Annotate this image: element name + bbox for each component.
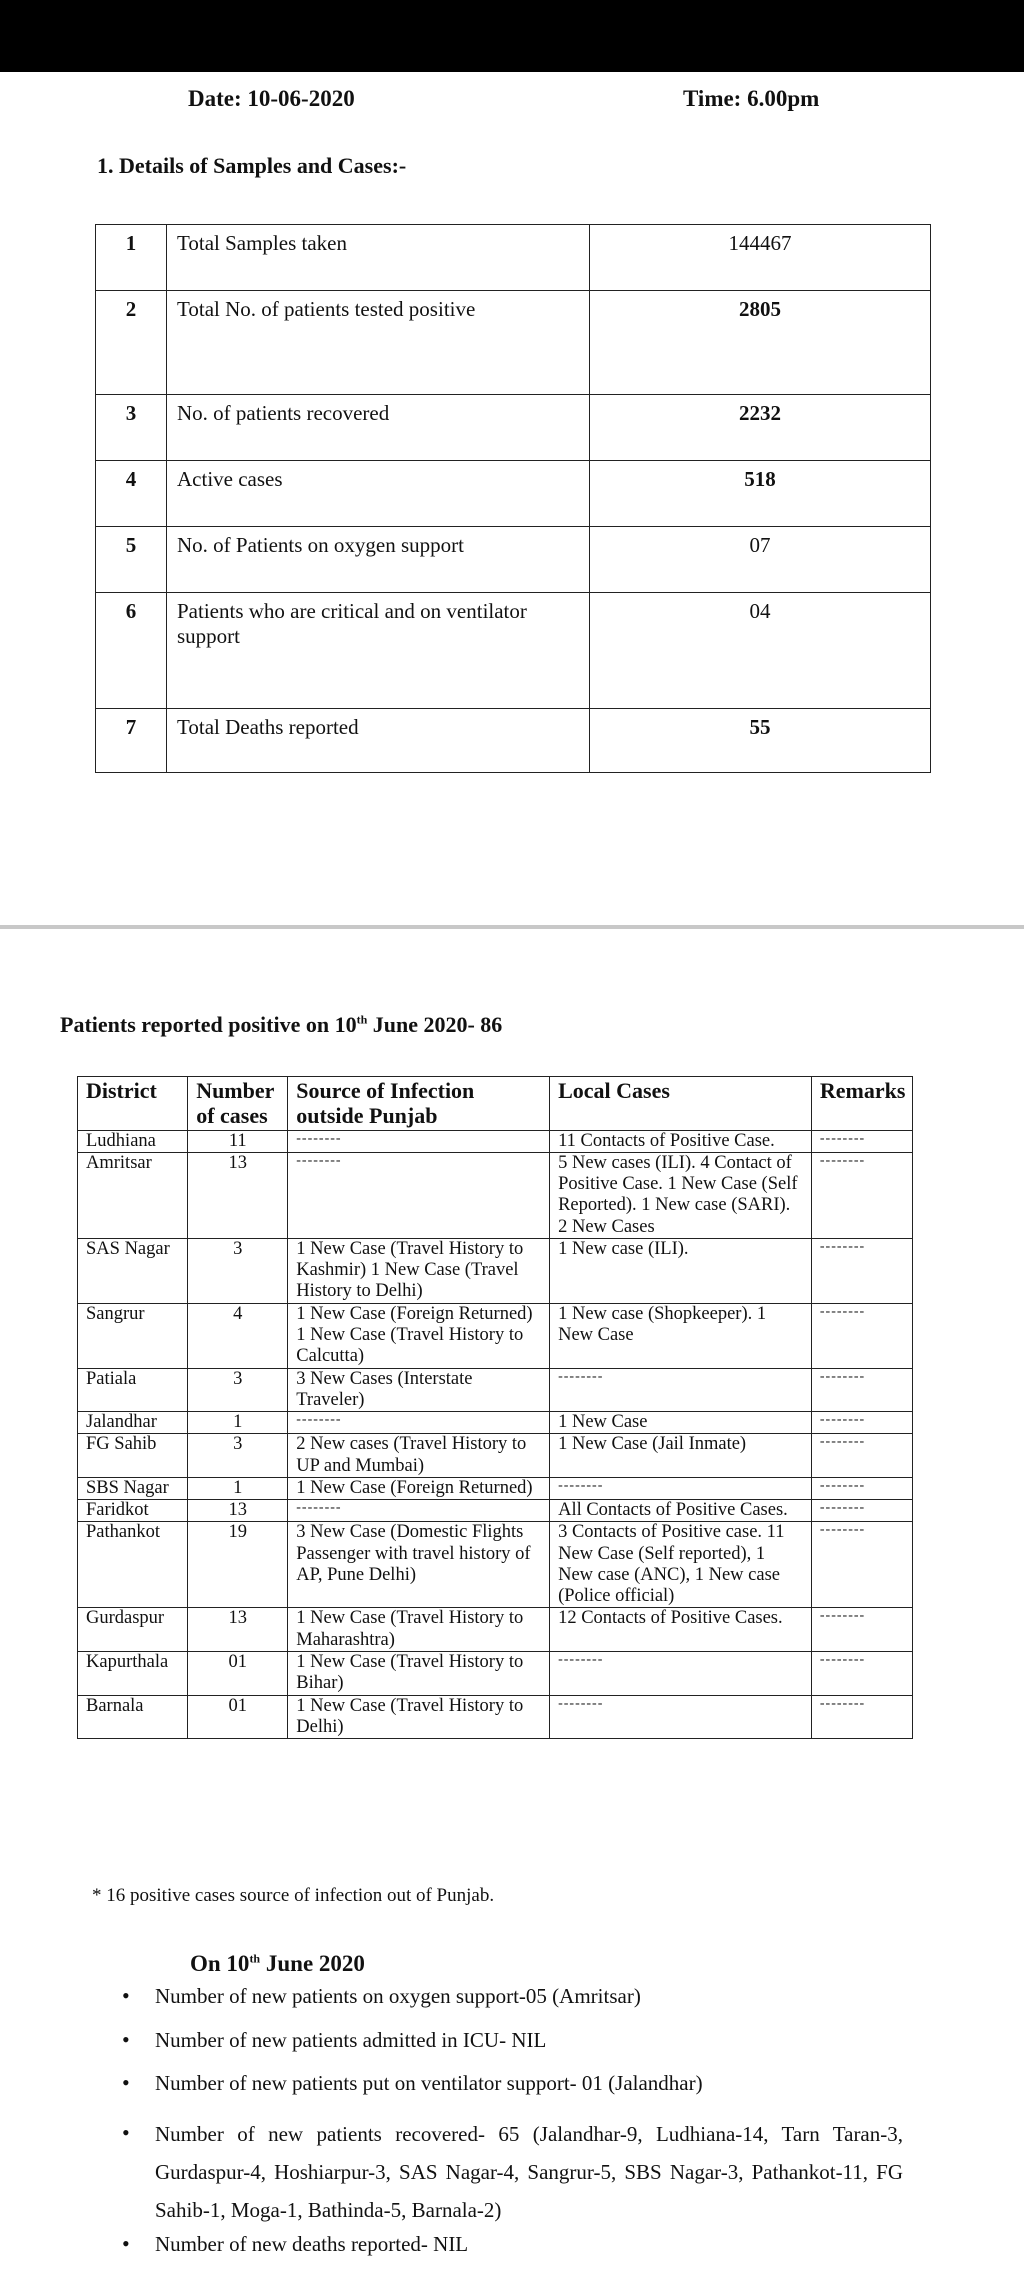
- row-number: 4: [96, 461, 167, 527]
- local-cases-cell: --------: [550, 1368, 812, 1412]
- district-row: [78, 1412, 913, 1434]
- district-cell: FG Sahib: [78, 1434, 188, 1478]
- row-label: Total No. of patients tested positive: [167, 291, 590, 395]
- remarks-cell: --------: [811, 1303, 912, 1368]
- local-cases-cell: 1 New case (Shopkeeper). 1 New Case: [550, 1303, 812, 1368]
- district-cell: SAS Nagar: [78, 1238, 188, 1303]
- row-number: 2: [96, 291, 167, 395]
- summary-row: [96, 527, 931, 593]
- outside-source-cell: 1 New Case (Foreign Returned): [288, 1477, 550, 1499]
- bullet-recovered: • Number of new patients recovered- 65 (Jalandhar-9, Ludhiana-14, Tarn Taran-3, Gurdaspur-4, Hoshiarpur-3, SAS Nagar-4, Sangrur-5, SBS Nagar-3, Pathankot-11, FG Sahib-1, Moga-1, Bathinda-5, Barnala-2): [155, 2115, 903, 2229]
- cases-cell: 13: [188, 1608, 288, 1652]
- outside-source-cell: 1 New Case (Travel History to Maharashtra): [288, 1608, 550, 1652]
- row-label: Total Samples taken: [167, 225, 590, 291]
- row-label: No. of patients recovered: [167, 395, 590, 461]
- top-black-bar: [0, 0, 1024, 72]
- column-header: Local Cases: [550, 1077, 812, 1131]
- cases-cell: 01: [188, 1651, 288, 1695]
- district-row: [78, 1238, 913, 1303]
- remarks-cell: --------: [811, 1608, 912, 1652]
- summary-row: [96, 225, 931, 291]
- remarks-cell: --------: [811, 1522, 912, 1608]
- cases-cell: 3: [188, 1238, 288, 1303]
- outside-source-cell: 1 New Case (Travel History to Kashmir) 1 New Case (Travel History to Delhi): [288, 1238, 550, 1303]
- cases-cell: 11: [188, 1130, 288, 1152]
- report-date: Date: 10-06-2020: [188, 86, 355, 111]
- local-cases-cell: All Contacts of Positive Cases.: [550, 1500, 812, 1522]
- row-value: 144467: [590, 225, 931, 291]
- row-number: 6: [96, 593, 167, 709]
- district-cell: Barnala: [78, 1695, 188, 1739]
- summary-row: [96, 461, 931, 527]
- district-cell: Pathankot: [78, 1522, 188, 1608]
- bullet-ventilator: • Number of new patients put on ventilator support- 01 (Jalandhar): [155, 2071, 703, 2096]
- remarks-cell: --------: [811, 1434, 912, 1478]
- local-cases-cell: 1 New case (ILI).: [550, 1238, 812, 1303]
- bullet-oxygen: • Number of new patients on oxygen support-05 (Amritsar): [155, 1984, 641, 2009]
- remarks-cell: --------: [811, 1412, 912, 1434]
- remarks-cell: --------: [811, 1695, 912, 1739]
- cases-cell: 19: [188, 1522, 288, 1608]
- row-label: Total Deaths reported: [167, 709, 590, 773]
- district-row: [78, 1303, 913, 1368]
- district-cell: Gurdaspur: [78, 1608, 188, 1652]
- row-number: 1: [96, 225, 167, 291]
- outside-source-cell: 3 New Case (Domestic Flights Passenger with travel history of AP, Pune Delhi): [288, 1522, 550, 1608]
- row-number: 3: [96, 395, 167, 461]
- remarks-cell: --------: [811, 1500, 912, 1522]
- row-value: 2232: [590, 395, 931, 461]
- column-header: Source of Infection outside Punjab: [288, 1077, 550, 1131]
- page-separator: [0, 925, 1024, 929]
- summary-row: [96, 395, 931, 461]
- district-row: [78, 1651, 913, 1695]
- remarks-cell: --------: [811, 1130, 912, 1152]
- local-cases-cell: 1 New Case: [550, 1412, 812, 1434]
- district-row: [78, 1434, 913, 1478]
- district-cell: Faridkot: [78, 1500, 188, 1522]
- district-cell: SBS Nagar: [78, 1477, 188, 1499]
- column-header: Number of cases: [188, 1077, 288, 1131]
- outside-source-cell: 1 New Case (Travel History to Bihar): [288, 1651, 550, 1695]
- summary-row: [96, 709, 931, 773]
- row-number: 7: [96, 709, 167, 773]
- cases-cell: 01: [188, 1695, 288, 1739]
- cases-cell: 13: [188, 1500, 288, 1522]
- row-value: 55: [590, 709, 931, 773]
- summary-row: [96, 593, 931, 709]
- outside-source-cell: 2 New cases (Travel History to UP and Mumbai): [288, 1434, 550, 1478]
- cases-cell: 3: [188, 1434, 288, 1478]
- summary-table: [95, 224, 931, 773]
- cases-cell: 4: [188, 1303, 288, 1368]
- district-row: [78, 1130, 913, 1152]
- on-date-title: On 10th June 2020: [190, 1951, 365, 1976]
- row-number: 5: [96, 527, 167, 593]
- district-row: [78, 1522, 913, 1608]
- district-row: [78, 1477, 913, 1499]
- row-value: 518: [590, 461, 931, 527]
- column-header: Remarks: [811, 1077, 912, 1131]
- district-cell: Amritsar: [78, 1152, 188, 1238]
- local-cases-cell: 3 Contacts of Positive case. 11 New Case (Self reported), 1 New case (ANC), 1 New case (Police official): [550, 1522, 812, 1608]
- remarks-cell: --------: [811, 1368, 912, 1412]
- district-cell: Jalandhar: [78, 1412, 188, 1434]
- footnote: * 16 positive cases source of infection out of Punjab.: [92, 1885, 495, 1906]
- district-row: [78, 1695, 913, 1739]
- outside-source-cell: 3 New Cases (Interstate Traveler): [288, 1368, 550, 1412]
- row-value: 07: [590, 527, 931, 593]
- local-cases-cell: --------: [550, 1477, 812, 1499]
- district-row: [78, 1500, 913, 1522]
- report-time: Time: 6.00pm: [683, 86, 820, 111]
- district-cell: Patiala: [78, 1368, 188, 1412]
- remarks-cell: --------: [811, 1651, 912, 1695]
- district-row: [78, 1368, 913, 1412]
- district-row: [78, 1152, 913, 1238]
- cases-cell: 1: [188, 1477, 288, 1499]
- outside-source-cell: 1 New Case (Travel History to Delhi): [288, 1695, 550, 1739]
- row-value: 2805: [590, 291, 931, 395]
- cases-cell: 3: [188, 1368, 288, 1412]
- summary-row: [96, 291, 931, 395]
- row-label: Active cases: [167, 461, 590, 527]
- district-cell: Sangrur: [78, 1303, 188, 1368]
- row-label: No. of Patients on oxygen support: [167, 527, 590, 593]
- section2-title: Patients reported positive on 10th June 2020- 86: [60, 1012, 503, 1037]
- cases-cell: 1: [188, 1412, 288, 1434]
- outside-source-cell: --------: [288, 1500, 550, 1522]
- column-header: District: [78, 1077, 188, 1131]
- local-cases-cell: 1 New Case (Jail Inmate): [550, 1434, 812, 1478]
- district-row: [78, 1608, 913, 1652]
- outside-source-cell: 1 New Case (Foreign Returned) 1 New Case (Travel History to Calcutta): [288, 1303, 550, 1368]
- district-cell: Ludhiana: [78, 1130, 188, 1152]
- remarks-cell: --------: [811, 1477, 912, 1499]
- local-cases-cell: 12 Contacts of Positive Cases.: [550, 1608, 812, 1652]
- row-label: Patients who are critical and on ventilator support: [167, 593, 590, 709]
- remarks-cell: --------: [811, 1152, 912, 1238]
- local-cases-cell: --------: [550, 1651, 812, 1695]
- outside-source-cell: --------: [288, 1130, 550, 1152]
- bullet-icu: • Number of new patients admitted in ICU- NIL: [155, 2028, 546, 2053]
- local-cases-cell: --------: [550, 1695, 812, 1739]
- remarks-cell: --------: [811, 1238, 912, 1303]
- row-value: 04: [590, 593, 931, 709]
- district-cell: Kapurthala: [78, 1651, 188, 1695]
- bullet-deaths: • Number of new deaths reported- NIL: [155, 2232, 468, 2257]
- cases-cell: 13: [188, 1152, 288, 1238]
- district-table: [77, 1076, 913, 1739]
- section1-title: 1. Details of Samples and Cases:-: [97, 153, 407, 178]
- outside-source-cell: --------: [288, 1152, 550, 1238]
- local-cases-cell: 5 New cases (ILI). 4 Contact of Positive Case. 1 New Case (Self Reported). 1 New case (SARI). 2 New Cases: [550, 1152, 812, 1238]
- outside-source-cell: --------: [288, 1412, 550, 1434]
- local-cases-cell: 11 Contacts of Positive Case.: [550, 1130, 812, 1152]
